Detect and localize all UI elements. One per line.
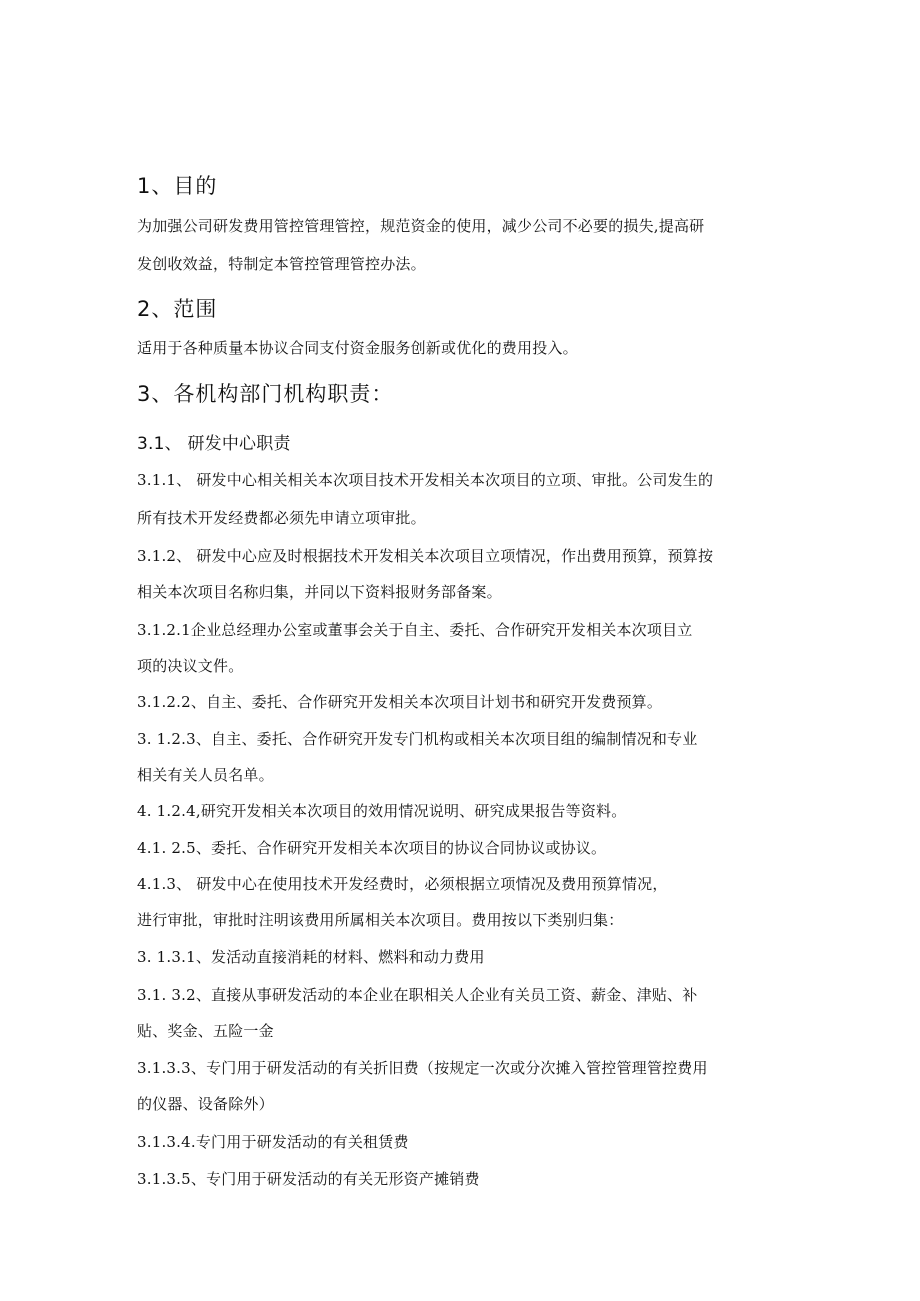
section-2-paragraph-line: 适用于各种质量本协议合同支付资金服务创新或优化的费用投入。 (137, 339, 578, 357)
section-1-paragraph-line: 发创收效益，特制定本管控管理管控办法。 (137, 255, 426, 273)
body-line: 相关有关人员名单。 (137, 766, 274, 784)
body-line: 3.1.3.5、专门用于研发活动的有关无形资产摊销费 (137, 1170, 480, 1188)
body-line: 4. 1.2.4,研究开发相关本次项目的效用情况说明、研究成果报告等资料。 (137, 802, 627, 820)
section-2-heading: 2、范围 (137, 297, 218, 321)
body-line: 3.1.2.1企业总经理办公室或董事会关于自主、委托、合作研究开发相关本次项目立 (137, 621, 693, 639)
body-line: 3.1.2.2、自主、委托、合作研究开发相关本次项目计划书和研究开发费预算。 (137, 693, 663, 711)
body-line: 3. 1.2.3、自主、委托、合作研究开发专门机构或相关本次项目组的编制情况和专业 (137, 730, 698, 748)
section-3-1-subheading: 3.1、 研发中心职责 (137, 434, 291, 454)
body-line: 项的决议文件。 (137, 657, 244, 675)
section-1-heading: 1、目的 (137, 174, 218, 198)
body-line: 4.1.3、 研发中心在使用技术开发经费时，必须根据立项情况及费用预算情况， (137, 875, 668, 893)
body-line: 4.1. 2.5、委托、合作研究开发相关本次项目的协议合同协议或协议。 (137, 839, 607, 857)
body-line: 贴、奖金、五险一金 (137, 1022, 274, 1040)
body-line: 3. 1.3.1、发活动直接消耗的材料、燃料和动力费用 (137, 948, 485, 966)
body-line: 相关本次项目名称归集，并同以下资料报财务部备案。 (137, 583, 502, 601)
body-line: 3.1.3.3、专门用于研发活动的有关折旧费（按规定一次或分次摊入管控管理管控费用 (137, 1059, 708, 1077)
body-line: 的仪器、设备除外） (137, 1095, 274, 1113)
section-1-paragraph-line: 为加强公司研发费用管控管理管控，规范资金的使用，减少公司不必要的损失,提高研 (137, 217, 705, 235)
body-line: 3.1.2、 研发中心应及时根据技术开发相关本次项目立项情况，作出费用预算，预算按 (137, 547, 714, 565)
body-line: 3.1.1、 研发中心相关相关本次项目技术开发相关本次项目的立项、审批。公司发生的 (137, 471, 714, 489)
body-line: 进行审批，审批时注明该费用所属相关本次项目。费用按以下类别归集： (137, 911, 624, 929)
body-line: 所有技术开发经费都必须先申请立项审批。 (137, 509, 426, 527)
body-line: 3.1. 3.2、直接从事研发活动的本企业在职相关人企业有关员工资、薪金、津贴、补 (137, 986, 698, 1004)
body-line: 3.1.3.4.专门用于研发活动的有关租赁费 (137, 1133, 409, 1151)
section-3-heading: 3、各机构部门机构职责： (137, 382, 394, 406)
